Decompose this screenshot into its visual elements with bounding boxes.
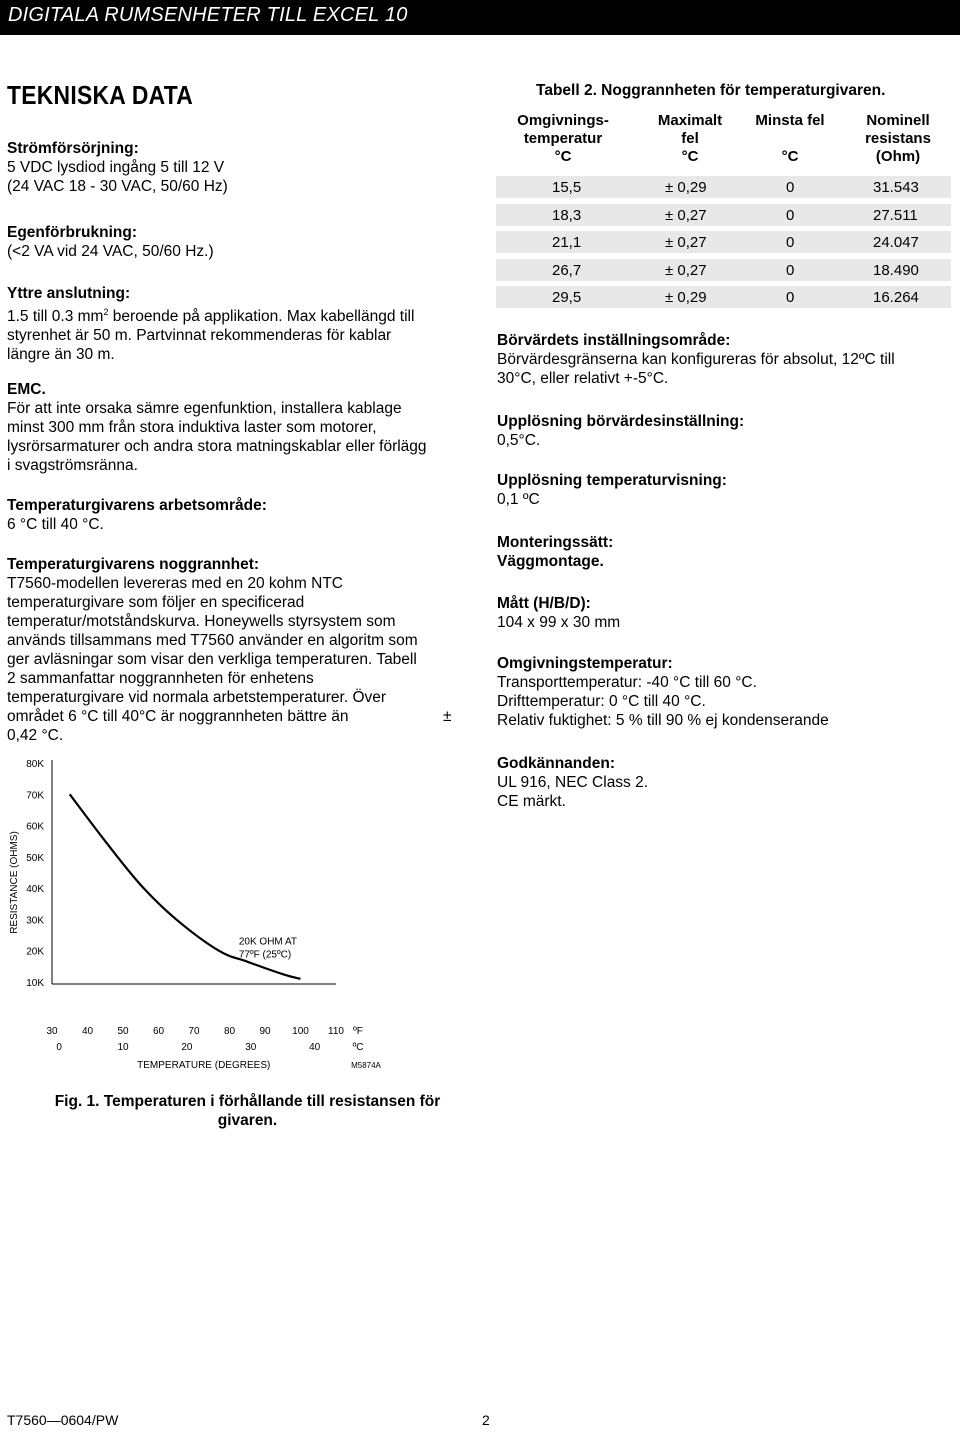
chart-y-tick-label: 50K	[26, 852, 44, 864]
accuracy-line-7: temperaturgivare vid normala arbetstemperaturer. Över	[7, 689, 387, 706]
cell-min-error: 0	[786, 234, 795, 251]
mount-section	[497, 533, 957, 571]
chart-x-tick-label-f: 60	[152, 1026, 165, 1037]
chart-x-tick-label-c: 40	[309, 1042, 321, 1053]
accuracy-line-6: 2 sammanfattar noggrannheten för enhetens	[7, 670, 314, 687]
emc-section	[7, 380, 477, 475]
cell-resistance: 27.511	[873, 207, 918, 224]
header-col2-l3: °C	[681, 148, 699, 165]
range-text: 6 °C till 40 °C.	[7, 516, 104, 533]
accuracy-line-1: T7560-modellen levereras med en 20 kohm NTC	[7, 575, 343, 592]
chart-x-tick-label-c: 10	[117, 1042, 129, 1053]
header-col2-l1: Maximalt	[657, 112, 723, 129]
emc-line3: lysrörsarmaturer och andra stora matningskablar eller förlägg	[7, 438, 427, 455]
header-bar	[0, 0, 960, 35]
res-temp-label: Upplösning temperaturvisning:	[497, 472, 727, 489]
table-header-col-1	[498, 112, 628, 166]
chart-unit-f: ºF	[353, 1026, 363, 1037]
setpoint-label: Börvärdets inställningsområde:	[497, 332, 731, 349]
page-title: TEKNISKA DATA	[7, 80, 194, 110]
accuracy-line-2: temperaturgivare som följer en specificerad	[7, 594, 305, 611]
power-label: Strömförsörjning:	[7, 140, 139, 157]
chart-annotation-line1: 20K OHM AT	[238, 936, 298, 948]
approvals-line1: UL 916, NEC Class 2.	[497, 774, 649, 791]
connection-sup: 2	[103, 307, 109, 317]
power-line1: 5 VDC lysdiod ingång 5 till 12 V	[7, 159, 225, 176]
dimensions-text: 104 x 99 x 30 mm	[497, 614, 621, 631]
cell-resistance: 31.543	[873, 179, 919, 196]
consumption-label: Egenförbrukning:	[7, 224, 138, 241]
res-temp-text: 0,1 ºC	[497, 491, 540, 508]
cell-max-error: ± 0,27	[665, 234, 707, 251]
setpoint-line2: 30°C, eller relativt +-5°C.	[497, 370, 669, 387]
table-header-col-2	[630, 112, 750, 166]
mount-text: Väggmontage.	[497, 553, 604, 570]
header-col3-l1: Minsta fel	[755, 112, 825, 129]
header-col4-l2: resistans	[865, 130, 931, 147]
cell-temp: 29,5	[552, 289, 582, 306]
chart-layer	[9, 759, 382, 1071]
accuracy-label: Temperaturgivarens noggrannhet:	[7, 556, 260, 573]
accuracy-line-3: temperatur/motståndskurva. Honeywells styrsystem som	[7, 613, 396, 630]
approvals-label: Godkännanden:	[497, 755, 615, 772]
ambient-section	[497, 654, 957, 730]
accuracy-section	[7, 555, 477, 745]
connection-pre: 1.5 till 0.3 mm	[7, 308, 104, 326]
connection-post: beroende på applikation. Max kabellängd till	[108, 308, 415, 326]
ambient-label: Omgivningstemperatur:	[497, 655, 673, 672]
accuracy-line-5: ger avläsningar som visar den verkliga temperaturen. Tabell	[7, 651, 417, 668]
cell-temp: 15,5	[552, 179, 582, 196]
header-col2-l2: fel	[681, 130, 699, 147]
chart-x-tick-label-f: 80	[223, 1026, 236, 1037]
connection-section	[7, 284, 477, 364]
resistance-chart	[0, 750, 480, 1080]
power-line2: (24 VAC 18 - 30 VAC, 50/60 Hz)	[7, 178, 228, 195]
res-temp-section	[497, 471, 957, 509]
header-col4-l3: (Ohm)	[875, 148, 921, 165]
range-label: Temperaturgivarens arbetsområde:	[7, 497, 267, 514]
connection-line3: längre än 30 m.	[7, 346, 115, 364]
chart-x-tick-label-f: 50	[117, 1026, 129, 1037]
figure-caption	[25, 1092, 470, 1130]
chart-x-tick-label-f: 70	[188, 1026, 200, 1037]
footer-doc-code: T7560—0604/PW	[7, 1412, 119, 1428]
chart-y-tick-label: 40K	[26, 884, 44, 896]
chart-x-tick-label-f: 40	[81, 1026, 94, 1037]
cell-max-error: ± 0,29	[665, 289, 707, 306]
accuracy-line-8	[7, 707, 477, 726]
header-col1-l3: °C	[554, 148, 572, 165]
cell-min-error: 0	[786, 179, 795, 196]
cell-resistance: 18.490	[873, 262, 919, 279]
res-setpoint-text: 0,5°C.	[497, 432, 541, 449]
header-col1-l1: Omgivnings-	[517, 112, 609, 129]
chart-annotation-line2: 77ºF (25ºC)	[238, 949, 292, 961]
chart-y-tick-label: 80K	[26, 759, 44, 770]
chart-unit-c: ºC	[352, 1042, 364, 1053]
approvals-line2: CE märkt.	[497, 793, 566, 810]
connection-line2: styrenhet är 50 m. Partvinnat rekommenderas för kablar	[7, 327, 392, 345]
cell-max-error: ± 0,29	[665, 179, 707, 196]
accuracy-line-9: 0,42 °C.	[7, 727, 64, 744]
table-header-col-3	[740, 112, 840, 166]
figure-caption-line1: Fig. 1. Temperaturen i förhållande till resistansen för	[54, 1093, 441, 1110]
cell-resistance: 16.264	[873, 289, 919, 306]
footer-page-number: 2	[482, 1412, 490, 1428]
emc-line1: För att inte orsaka sämre egenfunktion, installera kablage	[7, 400, 402, 417]
header-col4-l1: Nominell	[866, 112, 930, 129]
consumption-text: (<2 VA vid 24 VAC, 50/60 Hz.)	[7, 243, 214, 260]
table-row	[496, 176, 951, 198]
chart-y-axis-label: RESISTANCE (OHMS)	[9, 831, 20, 934]
chart-y-tick-label: 60K	[26, 821, 44, 833]
ambient-line3: Relativ fuktighet: 5 % till 90 % ej kondenserande	[497, 712, 829, 729]
consumption-section	[7, 223, 477, 261]
chart-y-tick-label: 70K	[26, 790, 44, 802]
table-row	[496, 286, 951, 308]
table-header-col-4	[838, 112, 958, 166]
cell-temp: 18,3	[552, 207, 582, 224]
connection-line1	[7, 303, 477, 326]
chart-x-tick-label-f: 110	[328, 1026, 344, 1037]
chart-x-tick-label-c: 30	[245, 1042, 257, 1053]
cell-temp: 21,1	[552, 234, 582, 251]
table-row	[496, 231, 951, 253]
chart-x-tick-label-c: 0	[56, 1042, 62, 1053]
res-setpoint-section	[497, 412, 957, 450]
res-setpoint-label: Upplösning börvärdesinställning:	[497, 413, 745, 430]
dimensions-label: Mått (H/B/D):	[497, 595, 591, 612]
accuracy-line-8a: området 6 °C till 40°C är noggrannheten bättre än	[7, 708, 349, 725]
cell-max-error: ± 0,27	[665, 262, 707, 279]
emc-label: EMC.	[7, 381, 46, 398]
cell-min-error: 0	[786, 207, 795, 224]
chart-x-tick-label-f: 100	[292, 1026, 309, 1037]
cell-max-error: ± 0,27	[665, 207, 707, 224]
ambient-line1: Transporttemperatur: -40 °C till 60 °C.	[497, 674, 757, 691]
chart-y-tick-label: 10K	[26, 978, 44, 989]
accuracy-line-4: används tillsammans med T7560 använder en algoritm som	[7, 632, 418, 649]
header-col3-l3: °C	[781, 148, 799, 165]
chart-x-tick-label-c: 20	[181, 1042, 193, 1053]
range-section	[7, 496, 477, 534]
chart-x-axis-label: TEMPERATURE (DEGREES)	[137, 1060, 271, 1071]
connection-label: Yttre anslutning:	[7, 285, 131, 302]
header-title: DIGITALA RUMSENHETER TILL EXCEL 10	[8, 4, 408, 26]
chart-figure-code: M5874A	[351, 1061, 381, 1070]
cell-min-error: 0	[786, 289, 795, 306]
chart-y-tick-label: 20K	[26, 946, 44, 958]
figure-caption-line2: givaren.	[217, 1112, 278, 1129]
table-row	[496, 259, 951, 281]
emc-line2: minst 300 mm från stora induktiva laster som motorer,	[7, 419, 377, 436]
emc-line4: i svagströmsränna.	[7, 457, 138, 474]
approvals-section	[497, 754, 957, 811]
accuracy-line-8b: ±	[443, 708, 452, 725]
mount-label: Monteringssätt:	[497, 534, 614, 551]
cell-min-error: 0	[786, 262, 795, 279]
power-section	[7, 139, 477, 196]
chart-x-tick-label-f: 90	[259, 1026, 271, 1037]
table-caption: Tabell 2. Noggrannheten för temperaturgivaren.	[536, 82, 886, 99]
chart-y-tick-label: 30K	[26, 915, 44, 927]
chart-x-tick-label-f: 30	[46, 1026, 58, 1037]
cell-temp: 26,7	[552, 262, 582, 279]
setpoint-section	[497, 331, 957, 388]
setpoint-line1: Börvärdesgränserna kan konfigureras för absolut, 12ºC till	[497, 351, 895, 368]
header-col1-l2: temperatur	[523, 130, 603, 147]
dimensions-section	[497, 594, 957, 632]
cell-resistance: 24.047	[873, 234, 919, 251]
table-row	[496, 204, 951, 226]
ambient-line2: Drifttemperatur: 0 °C till 40 °C.	[497, 693, 706, 710]
